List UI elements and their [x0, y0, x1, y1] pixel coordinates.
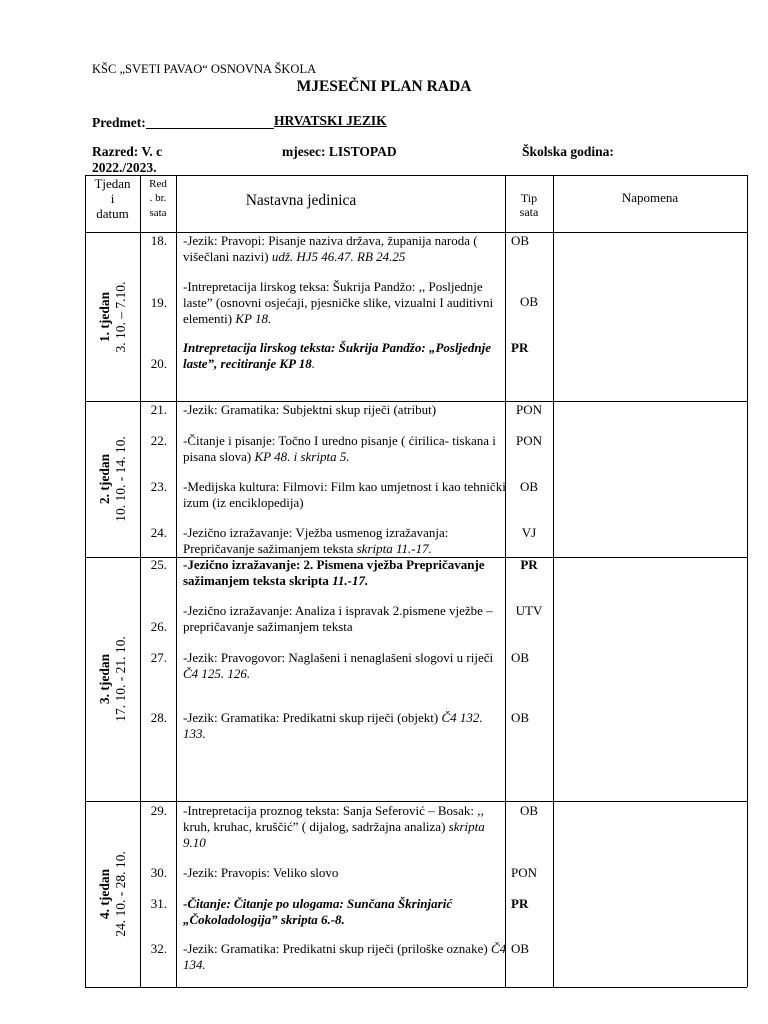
lesson-topic: -Jezik: Pravopi: Pisanje naziva država, županija naroda ( višečlani nazivi) udž. HJ5 46.47. RB 24.25	[183, 233, 478, 264]
month-label: mjesec: LISTOPAD	[282, 144, 397, 159]
week-cell	[85, 557, 140, 801]
page-title: MJESEČNI PLAN RADA	[296, 78, 472, 95]
lesson-number: 27.	[150, 650, 167, 665]
lesson-number: 28.	[150, 710, 167, 725]
table-week-divider	[85, 801, 747, 802]
lesson-number: 21.	[150, 402, 167, 417]
lesson-type: OB	[511, 710, 530, 725]
table-col-divider	[176, 175, 177, 987]
lesson-type: PR	[511, 896, 529, 911]
lesson-topic: -Jezik: Gramatika: Predikatni skup riječi (priloške oznake) Č4 134.	[183, 941, 507, 972]
lesson-type: PON	[515, 433, 542, 448]
school-year-value: 2022./2023.	[92, 160, 157, 175]
lesson-number: 24.	[150, 525, 167, 540]
table-col-divider	[553, 175, 554, 987]
lesson-number: 32.	[150, 941, 167, 956]
lesson-topic: -Jezično izražavanje: Vježba usmenog izražavanja: Prepričavanje sažimanjem teksta skripta 11.-17.	[183, 525, 449, 556]
school-name: KŠC „SVETI PAVAO“ OSNOVNA ŠKOLA	[92, 62, 317, 76]
week-cell	[85, 401, 140, 557]
header-notes: Napomena	[621, 190, 679, 205]
subject-label: Predmet:	[92, 115, 146, 130]
lesson-type: OB	[511, 233, 530, 248]
lesson-topic: -Intrepretacija lirskog teksa: Šukrija Pandžo: ,, Posljednje laste” (osnovni osjećaji, pjesničke slike, vizualni I auditivni elementi) KP 18.	[183, 279, 494, 326]
lesson-type: PON	[515, 402, 542, 417]
lesson-type: PR	[511, 340, 529, 355]
lesson-type: UTV	[515, 603, 543, 618]
lesson-topic: -Jezik: Gramatika: Predikatni skup riječi (objekt) Č4 132. 133.	[183, 710, 483, 741]
lesson-number: 23.	[150, 479, 167, 494]
lesson-topic: -Jezik: Pravogovor: Naglašeni i nenaglašeni slogovi u riječi Č4 125. 126.	[183, 650, 494, 681]
lesson-number: 30.	[150, 865, 167, 880]
lesson-topic: -Intrepretacija proznog teksta: Sanja Seferović – Bosak: ,, kruh, kruhac, kruščić” ( dijalog, sadržajna analiza) skripta 9.10	[183, 803, 485, 850]
lesson-type: VJ	[521, 525, 537, 540]
lesson-topic: -Medijska kultura: Filmovi: Film kao umjetnost i kao tehnički izum (iz enciklopedija)	[183, 479, 506, 510]
lesson-number: 20.	[150, 356, 167, 371]
lesson-topic: Intrepretacija lirskog teksta: Šukrija Pandžo: „Posljednje laste”, recitiranje KP 18.	[183, 340, 492, 371]
lesson-topic: -Čitanje: Čitanje po ulogama: Sunčana Škrinjarić „Čokoladologija” skripta 6.-8.	[183, 896, 453, 927]
lesson-topic: -Jezik: Gramatika: Subjektni skup riječi (atribut)	[183, 402, 437, 417]
week-dates: 24. 10. - 28. 10.	[112, 851, 128, 937]
lesson-number: 26.	[150, 619, 167, 634]
table-border-right	[747, 175, 748, 987]
week-label: 2. tjedan	[96, 453, 112, 505]
lesson-number: 25.	[150, 557, 167, 572]
week-cell	[85, 232, 140, 401]
class-label: Razred: V. c	[92, 144, 163, 159]
header-lesson-number: Red . br. sata	[149, 178, 167, 219]
week-label: 4. tjedan	[96, 868, 112, 920]
week-cell	[85, 801, 140, 987]
week-label: 1. tjedan	[96, 291, 112, 342]
lesson-topic: -Jezično izražavanje: Analiza i ispravak 2.pismene vježbe – prepričavanje sažimanjem teksta	[183, 603, 493, 634]
week-label: 3. tjedan	[96, 653, 112, 705]
header-lesson-type: Tip sata	[519, 191, 539, 219]
lesson-topic: -Jezično izražavanje: 2. Pismena vježba Prepričavanje sažimanjem teksta skripta 11.-17.	[183, 557, 485, 588]
lesson-topic: -Jezik: Pravopis: Veliko slovo	[183, 865, 339, 880]
lesson-type: PON	[511, 865, 538, 880]
week-dates: 10. 10. - 14. 10.	[112, 436, 128, 522]
subject-value: HRVATSKI JEZIK	[274, 113, 387, 128]
lesson-number: 31.	[150, 896, 167, 911]
lesson-type: OB	[519, 294, 539, 309]
lesson-type: OB	[519, 479, 539, 494]
lesson-number: 22.	[150, 433, 167, 448]
lesson-type: PR	[520, 557, 538, 572]
lesson-number: 18.	[150, 233, 167, 248]
lesson-type: OB	[519, 803, 539, 818]
week-dates: 3. 10. – 7.10.	[112, 281, 128, 352]
header-week-date: Tjedan i datum	[94, 176, 131, 221]
table-border-bottom	[85, 987, 747, 988]
table-border-top	[85, 175, 747, 176]
week-dates: 17. 10. - 21. 10.	[112, 636, 128, 722]
lesson-number: 29.	[150, 803, 167, 818]
lesson-topic: -Čitanje i pisanje: Točno I uredno pisanje ( ćirilica- tiskana i pisana slova) KP 48. i skripta 5.	[183, 433, 496, 464]
header-teaching-unit: Nastavna jedinica	[245, 192, 357, 209]
lesson-type: OB	[511, 941, 530, 956]
school-year-label: Školska godina:	[522, 144, 614, 159]
lesson-number: 19.	[150, 295, 167, 310]
lesson-type: OB	[511, 650, 530, 665]
subject-underline	[146, 128, 274, 129]
